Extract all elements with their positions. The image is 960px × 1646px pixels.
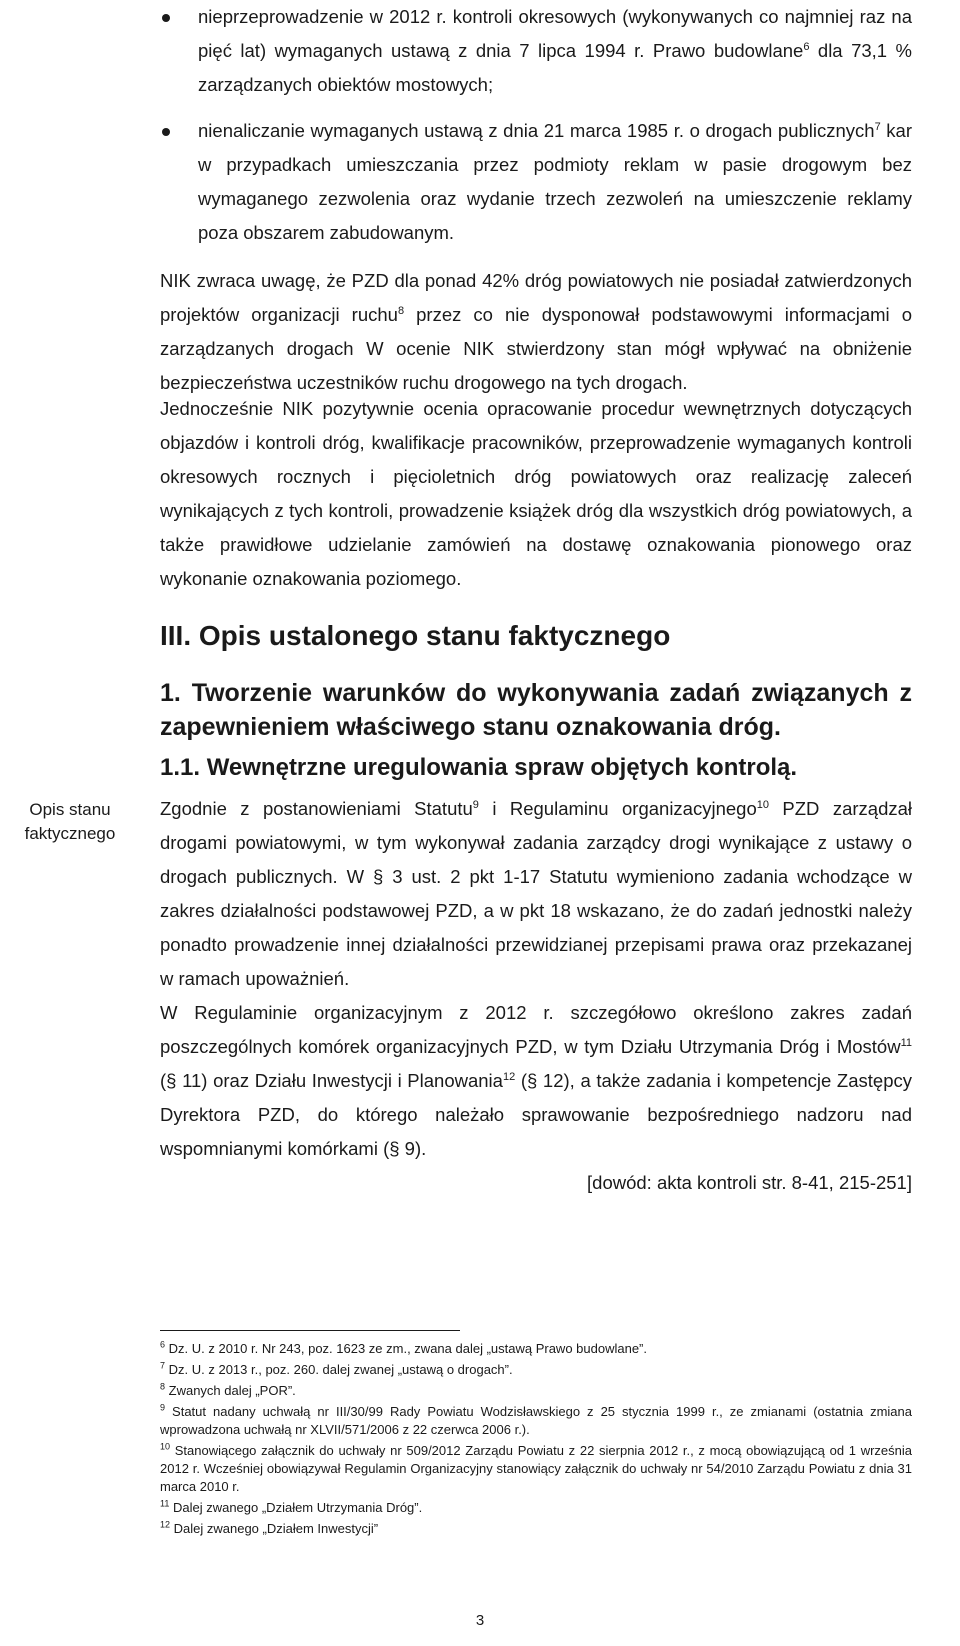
list-item bbox=[160, 114, 912, 250]
main-body bbox=[160, 792, 912, 1200]
evidence-reference: [dowód: akta kontroli str. 8-41, 215-251] bbox=[587, 1172, 912, 1193]
footnote-ref-9: 9 bbox=[472, 798, 479, 811]
footnote-separator bbox=[160, 1330, 460, 1331]
bullet-icon bbox=[162, 14, 170, 22]
footnote-ref-11: 11 bbox=[900, 1036, 912, 1049]
footnote: $^{10}$ Stanowiącego załącznik do uchwały nr 509/2012 Zarządu Powiatu z 22 sierpnia 2012 r., z mocą obowiązującą od 1 września 2012 r. Wcześniej obowiązywał Regulamin Organizacyjny stanowiący załącznik do uchwały nr 54/2010 Zarządu Powiatu z dnia 31 marca 2010 r. bbox=[160, 1441, 912, 1494]
footnote: $^9$ Statut nadany uchwałą nr III/30/99 Rady Powiatu Wodzisławskiego z 25 stycznia 1999 r., ze zmianami (ostatnia zmiana wprowadzona uchwałą nr XLVII/571/2006 z 22 czerwca 2006 r.). bbox=[160, 1402, 912, 1437]
footnote-ref-8: 8 bbox=[397, 304, 405, 317]
chapter-heading: 1. Tworzenie warunków do wykonywania zadań związanych z zapewnieniem właściwego stanu oznakowania dróg. bbox=[160, 679, 912, 741]
paragraph-statute: Zgodnie z postanowieniami Statutu$^9$ i Regulaminu organizacyjnego$^{10}$ PZD zarządzał drogami powiatowymi, w tym wykonywał zadania zarządcy drogi wynikające z ustawy o drogach publicznych. W § 3 ust. 2 pkt 1-17 Statutu wymieniono zadania wchodzące w zakres działalności podstawowej PZD, a w pkt 18 wskazano, że do zadań jednostki należy ponadto prowadzenie innej działalności przewidzianej przepisami prawa oraz przekazanej w ramach upoważnień. bbox=[160, 798, 913, 989]
footnote: $^{12}$ Dalej zwanego „Działem Inwestycji” bbox=[160, 1519, 379, 1536]
paragraph-nik-remark: NIK zwraca uwagę, że PZD dla ponad 42% dróg powiatowych nie posiadał zatwierdzonych projektów organizacji ruchu$^8$ przez co nie dysponował podstawowymi informacjami o zarządzanych drogach W ocenie NIK stwierdzony stan mógł wpływać na obniżenie bezpieczeństwa uczestników ruchu drogowego na tych drogach. bbox=[160, 270, 912, 393]
page-number: 3 bbox=[475, 1612, 485, 1629]
paragraph-positive-assessment: Jednocześnie NIK pozytywnie ocenia opracowanie procedur wewnętrznych dotyczących objazdów i kontroli dróg, kwalifikacje pracowników, przeprowadzenie wymaganych kontroli okresowych rocznych i pięcioletnich dróg powiatowych oraz realizację zaleceń wynikających z tych kontroli, prowadzenie książek dróg dla wszystkich dróg powiatowych, a także prawidłowe udzielanie zamówień na dostawę oznakowania pionowego oraz wykonanie oznakowania poziomego. bbox=[160, 398, 912, 589]
bullet-icon bbox=[162, 128, 170, 136]
margin-label: Opis stanu faktycznego bbox=[24, 800, 116, 843]
footnotes bbox=[160, 1340, 912, 1541]
footnote: $^{11}$ Dalej zwanego „Działem Utrzymania Dróg”. bbox=[160, 1498, 423, 1515]
footnote-ref-10: 10 bbox=[756, 798, 769, 811]
list-item bbox=[160, 0, 912, 102]
footnote: $^8$ Zwanych dalej „POR”. bbox=[160, 1381, 296, 1398]
footnote: $^7$ Dz. U. z 2013 r., poz. 260. dalej zwanej „ustawą o drogach”. bbox=[160, 1360, 513, 1377]
bullet-text: nienaliczanie wymaganych ustawą z dnia 21 marca 1985 r. o drogach publicznych$^7$ kar w przypadkach umieszczania przez podmioty reklam w pasie drogowym bez wymaganego zezwolenia oraz wydanie trzech zezwoleń na umieszczenie reklamy poza obszarem zabudowanym. bbox=[198, 120, 913, 243]
footnote-ref-7: 7 bbox=[874, 120, 881, 133]
footnote-ref-12: 12 bbox=[502, 1070, 516, 1083]
bullet-text: nieprzeprowadzenie w 2012 r. kontroli okresowych (wykonywanych co najmniej raz na pięć lat) wymaganych ustawą z dnia 7 lipca 1994 r. Prawo budowlane$^6$ dla 73,1 % zarządzanych obiektów mostowych; bbox=[198, 6, 912, 95]
findings-bullet-list bbox=[160, 0, 912, 262]
subchapter-heading: 1.1. Wewnętrzne uregulowania spraw objętych kontrolą. bbox=[160, 754, 798, 781]
paragraph-regulations: W Regulaminie organizacyjnym z 2012 r. szczegółowo określono zakres zadań poszczególnych komórek organizacyjnych PZD, w tym Działu Utrzymania Dróg i Mostów$^{11}$ (§ 11) oraz Działu Inwestycji i Planowania$^{12}$ (§ 12), a także zadania i kompetencje Zastępcy Dyrektora PZD, do którego należało sprawowanie bezpośredniego nadzoru nad wspomnianymi komórkami (§ 9). bbox=[160, 1002, 912, 1159]
section-heading: III. Opis ustalonego stanu faktycznego bbox=[160, 620, 671, 651]
footnote-ref-6: 6 bbox=[803, 40, 810, 53]
footnote: $^6$ Dz. U. z 2010 r. Nr 243, poz. 1623 ze zm., zwana dalej „ustawą Prawo budowlane”. bbox=[160, 1339, 647, 1356]
